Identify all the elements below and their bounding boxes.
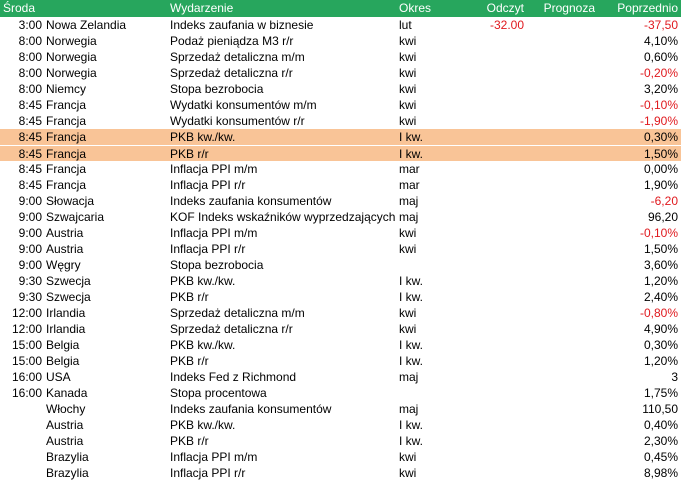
table-row [0,209,681,225]
cell-previous: -0,80% [639,306,678,320]
cell-event: PKB r/r [170,147,209,161]
cell-country: USA [46,370,71,384]
table-row [0,33,681,49]
cell-time: 8:00 [18,66,42,80]
cell-previous: 96,20 [647,210,678,224]
cell-forecast [527,273,595,289]
cell-event: Inflacja PPI r/r [170,242,246,256]
cell-country: Francja [46,98,87,112]
cell-time: 16:00 [11,386,42,400]
cell-event: PKB r/r [170,354,209,368]
cell-time [0,417,42,433]
cell-period: kwi [399,114,417,128]
cell-actual [462,321,524,337]
cell-actual [462,49,524,65]
table-row [0,145,681,162]
cell-event: Indeks zaufania w biznesie [170,18,314,32]
header-forecast: Prognoza [543,1,595,15]
cell-country: Austria [46,418,84,432]
cell-event: PKB kw./kw. [170,418,236,432]
cell-actual [462,369,524,385]
cell-actual [462,337,524,353]
table-row [0,273,681,289]
cell-event: Indeks zaufania konsumentów [170,194,332,208]
cell-time: 9:00 [18,258,42,272]
header-previous: Poprzednio [617,1,678,15]
cell-forecast [527,289,595,305]
cell-previous: 1,75% [643,386,678,400]
cell-actual [462,65,524,81]
table-row [0,17,681,33]
cell-event: Sprzedaż detaliczna m/m [170,306,305,320]
cell-country: Brazylia [46,450,89,464]
cell-period: kwi [399,242,417,256]
cell-period: kwi [399,306,417,320]
cell-actual [462,305,524,321]
cell-forecast [527,433,595,449]
cell-forecast [527,33,595,49]
cell-event: Inflacja PPI m/m [170,226,258,240]
cell-country: Austria [46,434,84,448]
cell-event: Inflacja PPI m/m [170,162,258,176]
cell-time: 8:45 [18,147,42,161]
cell-forecast [527,305,595,321]
cell-forecast [527,417,595,433]
cell-time: 8:45 [18,98,42,112]
cell-time: 8:45 [18,178,42,192]
cell-country: Słowacja [46,194,95,208]
cell-event: Stopa procentowa [170,386,267,400]
cell-country: Belgia [46,354,80,368]
cell-previous: -37,50 [643,18,678,32]
cell-event: PKB r/r [170,290,209,304]
cell-actual [462,81,524,97]
table-row [0,129,681,145]
cell-event: Inflacja PPI r/r [170,466,246,480]
cell-country: Szwajcaria [46,210,105,224]
cell-period: I kw. [399,290,424,304]
cell-period: maj [399,210,419,224]
cell-event: PKB kw./kw. [170,130,236,144]
cell-actual [462,273,524,289]
cell-forecast [527,337,595,353]
cell-time: 8:45 [18,114,42,128]
cell-previous: 0,40% [643,418,678,432]
cell-actual [462,289,524,305]
cell-actual [462,161,524,177]
cell-country: Nowa Zelandia [46,18,127,32]
cell-actual [462,129,524,145]
cell-previous: -0,10% [639,98,678,112]
table-row [0,161,681,177]
cell-period: kwi [399,466,417,480]
cell-country: Belgia [46,338,80,352]
table-row [0,289,681,305]
cell-forecast [527,385,595,401]
cell-forecast [527,97,595,113]
cell-event: Inflacja PPI r/r [170,178,246,192]
cell-previous: 0,00% [643,162,678,176]
cell-event: Wydatki konsumentów m/m [170,98,317,112]
cell-actual [462,257,524,273]
cell-period: kwi [399,66,417,80]
cell-time: 3:00 [18,18,42,32]
cell-event: PKB kw./kw. [170,338,236,352]
table-row [0,241,681,257]
cell-actual [462,209,524,225]
cell-period: maj [399,402,419,416]
header-day: Środa [3,1,36,15]
cell-time: 9:00 [18,226,42,240]
cell-previous: 3,60% [643,258,678,272]
cell-country: Niemcy [46,82,87,96]
cell-event: KOF Indeks wskaźników wyprzedzających [170,210,396,224]
table-row [0,417,681,433]
cell-forecast [527,193,595,209]
cell-actual [462,177,524,193]
cell-forecast [527,449,595,465]
cell-event: Sprzedaż detaliczna r/r [170,66,293,80]
cell-previous: 3,20% [643,82,678,96]
cell-country: Brazylia [46,466,89,480]
table-row [0,193,681,209]
cell-previous: -0,20% [639,66,678,80]
cell-event: PKB r/r [170,434,209,448]
cell-period: I kw. [399,338,424,352]
cell-country: Szwecja [46,274,91,288]
cell-time: 9:00 [18,210,42,224]
cell-event: Wydatki konsumentów r/r [170,114,305,128]
cell-previous: 1,20% [643,274,678,288]
cell-forecast [527,177,595,193]
cell-forecast [527,49,595,65]
cell-country: Francja [46,147,87,161]
table-row [0,353,681,369]
cell-country: Norwegia [46,66,97,80]
cell-actual [462,241,524,257]
cell-forecast [527,81,595,97]
cell-time: 8:45 [18,162,42,176]
cell-period [399,385,459,401]
cell-period: kwi [399,82,417,96]
cell-period: mar [399,162,420,176]
cell-period: kwi [399,450,417,464]
cell-country: Irlandia [46,322,86,336]
cell-time [0,433,42,449]
cell-period: I kw. [399,274,424,288]
cell-previous: 8,98% [643,466,678,480]
cell-country: Francja [46,178,87,192]
cell-previous: 4,10% [643,34,678,48]
cell-event: Podaż pieniądza M3 r/r [170,34,294,48]
header-event: Wydarzenie [170,1,234,15]
header-period: Okres [399,1,432,15]
cell-time: 9:00 [18,242,42,256]
cell-time: 9:00 [18,194,42,208]
cell-event: Indeks Fed z Richmond [170,370,297,384]
table-row [0,225,681,241]
cell-time [0,465,42,481]
cell-period: I kw. [399,434,424,448]
cell-previous: -0,10% [639,226,678,240]
cell-previous: 4,90% [643,322,678,336]
cell-previous: -6,20 [650,194,678,208]
cell-previous: 1,20% [643,354,678,368]
cell-forecast [527,17,595,33]
cell-forecast [527,241,595,257]
cell-forecast [527,209,595,225]
cell-time: 9:30 [18,290,42,304]
cell-previous: 0,45% [643,450,678,464]
cell-country: Kanada [46,386,88,400]
table-row [0,49,681,65]
cell-country: Norwegia [46,50,97,64]
cell-forecast [527,321,595,337]
cell-previous: 2,30% [643,434,678,448]
cell-country: Francja [46,162,87,176]
cell-country: Szwecja [46,290,91,304]
cell-previous: 0,60% [643,50,678,64]
cell-event: Sprzedaż detaliczna r/r [170,322,293,336]
cell-period: mar [399,178,420,192]
cell-event: Indeks zaufania konsumentów [170,402,332,416]
table-row [0,369,681,385]
cell-previous: 0,30% [643,130,678,144]
cell-period: I kw. [399,418,424,432]
cell-period: kwi [399,98,417,112]
cell-forecast [527,401,595,417]
cell-previous: 2,40% [643,290,678,304]
cell-forecast [527,113,595,129]
cell-period: kwi [399,226,417,240]
table-row [0,113,681,129]
table-row [0,385,681,401]
cell-actual [462,225,524,241]
cell-actual [462,449,524,465]
cell-time [0,401,42,417]
cell-actual [462,193,524,209]
cell-time: 15:00 [11,338,42,352]
table-row [0,177,681,193]
table-row [0,65,681,81]
table-row [0,97,681,113]
cell-event: Sprzedaż detaliczna m/m [170,50,305,64]
table-row [0,81,681,97]
cell-actual [462,353,524,369]
cell-event: PKB kw./kw. [170,274,236,288]
cell-actual [462,465,524,481]
cell-period: I kw. [399,354,424,368]
cell-actual [462,417,524,433]
cell-period: lut [399,18,412,32]
cell-actual [462,385,524,401]
cell-period: I kw. [399,147,424,161]
cell-time: 8:00 [18,34,42,48]
cell-period: I kw. [399,130,424,144]
cell-time: 16:00 [11,370,42,384]
cell-country: Austria [46,242,84,256]
cell-forecast [527,146,595,162]
table-row [0,465,681,481]
cell-forecast [527,353,595,369]
cell-period [399,257,459,273]
cell-event: Stopa bezrobocia [170,258,264,272]
cell-previous: 1,90% [643,178,678,192]
cell-country: Francja [46,130,87,144]
header-actual: Odczyt [486,1,524,15]
cell-actual [462,401,524,417]
cell-time: 9:30 [18,274,42,288]
cell-period: kwi [399,34,417,48]
cell-period: kwi [399,50,417,64]
cell-previous: 3 [671,370,678,384]
cell-previous: 1,50% [643,242,678,256]
cell-time: 8:00 [18,50,42,64]
cell-actual [462,433,524,449]
cell-time: 8:00 [18,82,42,96]
header-row [0,0,681,17]
cell-actual [462,33,524,49]
cell-country: Francja [46,114,87,128]
cell-previous: 110,50 [642,402,678,416]
table-row [0,305,681,321]
cell-country: Węgry [46,258,81,272]
cell-country: Irlandia [46,306,86,320]
table-row [0,449,681,465]
table-row [0,401,681,417]
cell-period: kwi [399,322,417,336]
cell-country: Austria [46,226,84,240]
cell-previous: -1,90% [639,114,678,128]
cell-event: Stopa bezrobocia [170,82,264,96]
cell-country: Norwegia [46,34,97,48]
cell-period: maj [399,370,419,384]
cell-forecast [527,369,595,385]
cell-forecast [527,161,595,177]
cell-time: 12:00 [11,306,42,320]
cell-forecast [527,465,595,481]
cell-previous: 1,50% [643,147,678,161]
cell-time: 12:00 [11,322,42,336]
cell-actual [462,146,524,162]
cell-previous: 0,30% [643,338,678,352]
cell-country: Włochy [46,402,86,416]
cell-period: maj [399,194,419,208]
table-row [0,321,681,337]
table-row [0,257,681,273]
cell-forecast [527,129,595,145]
cell-forecast [527,257,595,273]
cell-actual [462,113,524,129]
cell-actual [462,97,524,113]
cell-time: 15:00 [11,354,42,368]
cell-time: 8:45 [18,130,42,144]
cell-time [0,449,42,465]
cell-event: Inflacja PPI m/m [170,450,258,464]
cell-actual: -32.00 [489,18,524,32]
cell-forecast [527,65,595,81]
table-row [0,433,681,449]
cell-forecast [527,225,595,241]
table-row [0,337,681,353]
